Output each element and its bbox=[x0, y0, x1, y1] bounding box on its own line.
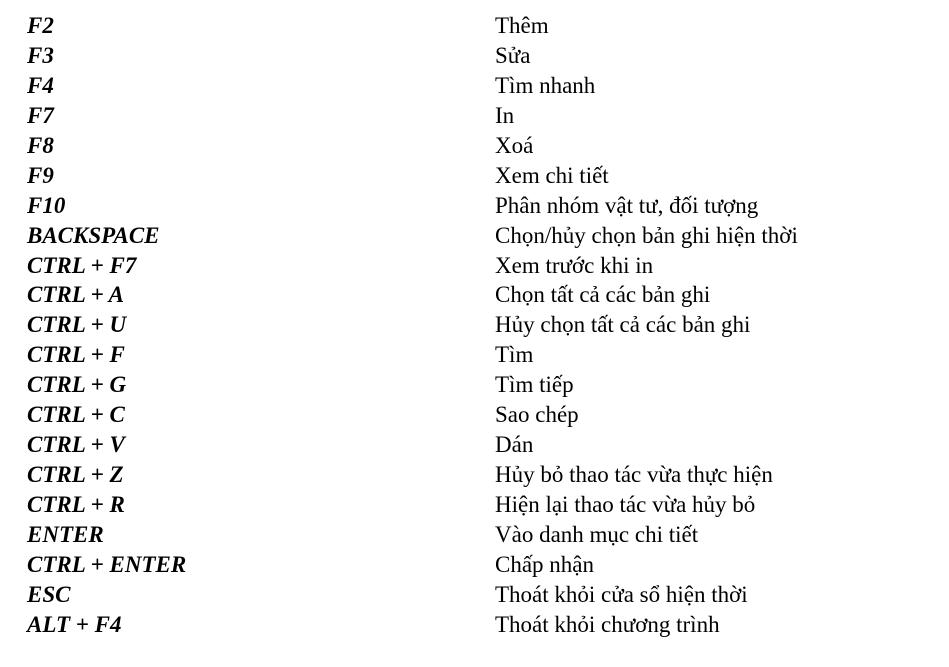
shortcut-key: CTRL + ENTER bbox=[27, 551, 187, 577]
shortcut-action: Vào danh mục chi tiết bbox=[495, 521, 699, 547]
table-row bbox=[27, 370, 927, 400]
shortcut-action: Hiện lại thao tác vừa hủy bỏ bbox=[495, 492, 756, 517]
shortcut-key: CTRL + A bbox=[27, 282, 125, 308]
shortcut-action: Thoát khỏi cửa sổ hiện thời bbox=[495, 581, 748, 607]
shortcut-action: Thêm bbox=[495, 13, 549, 38]
table-row bbox=[27, 280, 927, 310]
table-row bbox=[27, 131, 927, 161]
table-row bbox=[27, 340, 927, 370]
shortcut-action: Dán bbox=[495, 432, 534, 458]
shortcut-action: Chọn tất cả các bản ghi bbox=[495, 282, 711, 308]
shortcut-key: CTRL + Z bbox=[27, 462, 124, 488]
shortcut-action: Tìm tiếp bbox=[495, 372, 574, 398]
shortcut-action: Tìm nhanh bbox=[495, 72, 596, 98]
table-row bbox=[27, 191, 927, 221]
shortcut-action: Sao chép bbox=[495, 402, 579, 428]
shortcut-key: F4 bbox=[27, 72, 54, 98]
shortcut-action: Phân nhóm vật tư, đối tượng bbox=[495, 192, 759, 218]
shortcut-key: CTRL + F bbox=[27, 342, 125, 368]
shortcut-action: In bbox=[495, 102, 515, 128]
table-row bbox=[27, 460, 927, 490]
shortcut-key: CTRL + F7 bbox=[27, 252, 137, 278]
shortcut-key: ESC bbox=[27, 581, 71, 607]
table-row bbox=[27, 41, 927, 71]
table-row bbox=[27, 161, 927, 191]
shortcut-key: CTRL + V bbox=[27, 432, 125, 458]
shortcut-key: ENTER bbox=[27, 521, 104, 547]
shortcut-key: F10 bbox=[27, 192, 66, 218]
table-row bbox=[27, 430, 927, 460]
shortcut-key: F7 bbox=[27, 102, 54, 128]
table-row bbox=[27, 310, 927, 340]
shortcut-key: ALT + F4 bbox=[27, 611, 122, 637]
table-row bbox=[27, 221, 927, 251]
table-row bbox=[27, 610, 927, 640]
shortcut-key: F9 bbox=[27, 162, 54, 188]
shortcut-key: CTRL + R bbox=[27, 492, 125, 517]
shortcut-key: BACKSPACE bbox=[27, 222, 160, 248]
shortcut-action: Sửa bbox=[495, 42, 531, 68]
shortcut-action: Thoát khỏi chương trình bbox=[495, 611, 720, 637]
shortcut-key: CTRL + U bbox=[27, 312, 127, 338]
table-row bbox=[27, 490, 927, 520]
shortcut-action: Hủy chọn tất cả các bản ghi bbox=[495, 312, 751, 338]
shortcut-action: Chọn/hủy chọn bản ghi hiện thời bbox=[495, 222, 798, 248]
table-row bbox=[27, 580, 927, 610]
table-row bbox=[27, 520, 927, 550]
shortcut-action: Tìm bbox=[495, 342, 534, 368]
shortcut-key: CTRL + G bbox=[27, 372, 127, 398]
table-row bbox=[27, 71, 927, 101]
table-row bbox=[27, 11, 927, 41]
table-row bbox=[27, 101, 927, 131]
shortcut-key: CTRL + C bbox=[27, 402, 125, 428]
shortcut-action: Xoá bbox=[495, 132, 534, 158]
shortcut-action: Xem trước khi in bbox=[495, 252, 654, 278]
shortcut-key: F2 bbox=[27, 13, 54, 38]
shortcut-action: Hủy bỏ thao tác vừa thực hiện bbox=[495, 462, 773, 488]
table-row bbox=[27, 400, 927, 430]
shortcut-key: F8 bbox=[27, 132, 54, 158]
shortcut-key: F3 bbox=[27, 42, 54, 68]
shortcut-action: Xem chi tiết bbox=[495, 162, 609, 188]
shortcut-action: Chấp nhận bbox=[495, 551, 595, 577]
shortcut-table bbox=[27, 11, 927, 640]
table-row bbox=[27, 251, 927, 281]
table-row bbox=[27, 550, 927, 580]
